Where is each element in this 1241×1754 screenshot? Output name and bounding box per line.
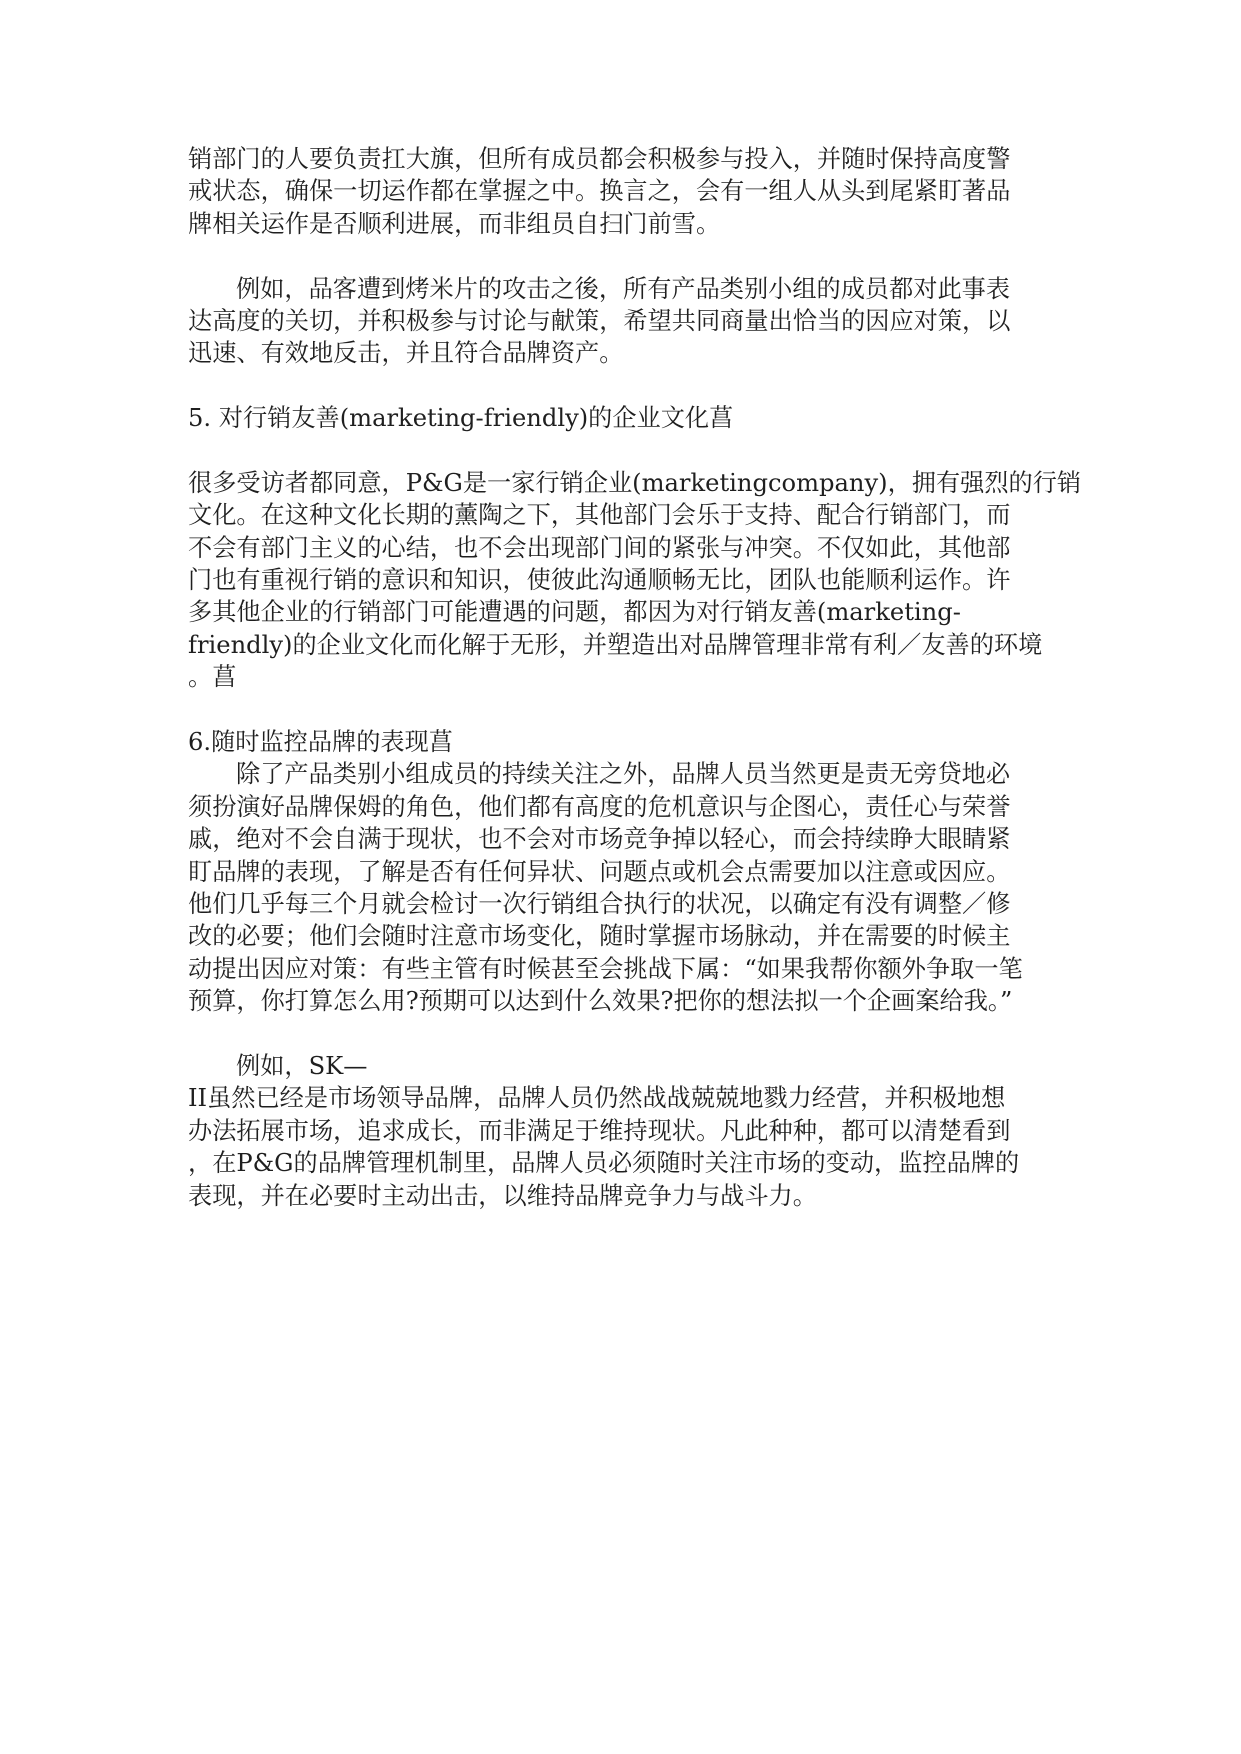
- paragraph-3-line: 门也有重视行销的意识和知识，使彼此沟通顺畅无比，团队也能顺利运作。许: [188, 566, 1011, 595]
- paragraph-4-line: 须扮演好品牌保姆的角色，他们都有高度的危机意识与企图心，责任心与荣誉: [188, 792, 1011, 821]
- paragraph-1-line: 销部门的人要负责扛大旗，但所有成员都会积极参与投入，并随时保持高度警: [188, 145, 1011, 173]
- paragraph-4-line: 除了产品类别小组成员的持续关注之外，品牌人员当然更是责无旁贷地必: [236, 760, 1011, 789]
- paragraph-2-line: 迅速、有效地反击，并且符合品牌资产。: [188, 339, 624, 368]
- section-heading-5: [188, 402, 1068, 434]
- paragraph-5-line: 办法拓展市场，追求成长，而非满足于维持现状。凡此种种，都可以清楚看到: [188, 1116, 1011, 1145]
- paragraph-1-line: 戒状态，确保一切运作都在掌握之中。换言之，会有一组人从头到尾紧盯著品: [188, 177, 1011, 206]
- paragraph-3-line: 。菖: [188, 663, 237, 692]
- paragraph-3-line: 很多受访者都同意，P&G是一家行销企业(marketingcompany)，拥有强烈的行销: [188, 468, 1082, 497]
- paragraph-4-line: 他们几乎每三个月就会检讨一次行销组合执行的状况，以确定有没有调整／修: [188, 889, 1011, 918]
- paragraph-3-line: 不会有部门主义的心结，也不会出现部门间的紧张与冲突。不仅如此，其他部: [188, 533, 1011, 562]
- heading-text: 6.随时监控品牌的表现菖: [188, 728, 453, 757]
- paragraph-4-line: 动提出因应对策：有些主管有时候甚至会挑战下属：“如果我帮你额外争取一笔: [188, 954, 1023, 983]
- blank-line: [188, 1018, 1068, 1050]
- paragraph-3-line: friendly)的企业文化而化解于无形，并塑造出对品牌管理非常有利／友善的环境: [188, 630, 1043, 659]
- paragraph-4: [188, 758, 1068, 1017]
- blank-line: [188, 370, 1068, 402]
- paragraph-3-line: 多其他企业的行销部门可能遭遇的问题，都因为对行销友善(marketing-: [188, 598, 961, 627]
- paragraph-5: [188, 1050, 1068, 1212]
- paragraph-4-line: 戚，绝对不会自满于现状，也不会对市场竞争掉以轻心，而会持续睁大眼睛紧: [188, 825, 1011, 854]
- document-body: [188, 143, 1082, 1212]
- paragraph-4-line: 预算，你打算怎么用?预期可以达到什么效果?把你的想法拟一个企画案给我。”: [188, 987, 1013, 1016]
- paragraph-5-line: 例如，SK—: [236, 1051, 368, 1080]
- blank-line: [188, 694, 1068, 726]
- paragraph-2: [188, 273, 1068, 370]
- paragraph-5-line: ，在P&G的品牌管理机制里，品牌人员必须随时关注市场的变动，监控品牌的: [188, 1149, 1020, 1178]
- paragraph-2-line: 达高度的关切，并积极参与讨论与献策，希望共同商量出恰当的因应对策，以: [188, 306, 1011, 335]
- section-heading-6: [188, 726, 1068, 758]
- paragraph-2-line: 例如，品客遭到烤米片的攻击之後，所有产品类别小组的成员都对此事表: [236, 274, 1011, 303]
- blank-line: [188, 240, 1068, 272]
- paragraph-5-line: II虽然已经是市场领导品牌，品牌人员仍然战战兢兢地戮力经营，并积极地想: [188, 1084, 1006, 1113]
- paragraph-3-line: 文化。在这种文化长期的薰陶之下，其他部门会乐于支持、配合行销部门，而: [188, 501, 1011, 530]
- paragraph-4-line: 盯品牌的表现，了解是否有任何异状、问题点或机会点需要加以注意或因应。: [188, 857, 1011, 886]
- paragraph-4-line: 改的必要；他们会随时注意市场变化，随时掌握市场脉动，并在需要的时候主: [188, 922, 1011, 951]
- paragraph-5-line: 表现，并在必要时主动出击，以维持品牌竞争力与战斗力。: [188, 1181, 817, 1210]
- paragraph-3: [188, 467, 1082, 694]
- heading-text: 5. 对行销友善(marketing-friendly)的企业文化菖: [188, 404, 734, 433]
- blank-line: [188, 435, 1068, 467]
- paragraph-1-line: 牌相关运作是否顺利进展，而非组员自扫门前雪。: [188, 209, 721, 238]
- paragraph-1: [188, 143, 1068, 240]
